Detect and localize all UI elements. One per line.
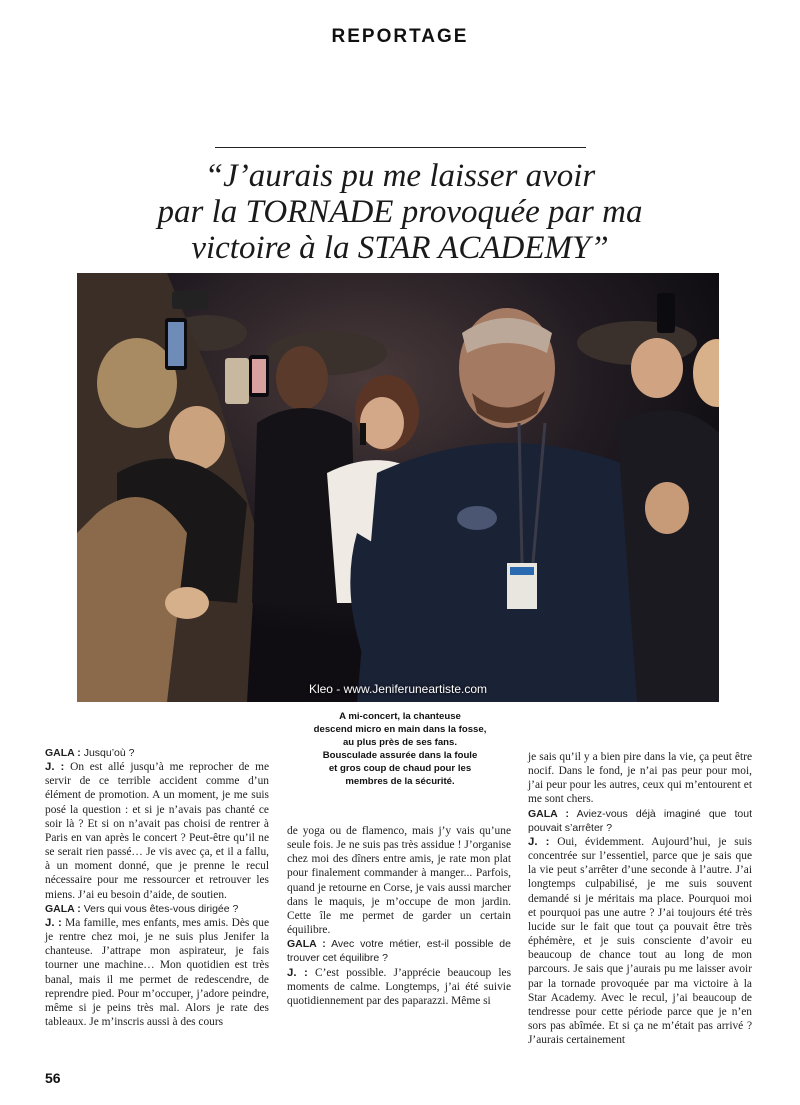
interview-answer [45, 760, 269, 902]
caption-line: Bousculade assurée dans la foule [322, 750, 478, 761]
interview-answer [287, 824, 511, 937]
answer-text: Ma famille, mes enfants, mes amis. Dès que je rentre chez moi, je ne suis plus Jenifer la chanteuse. J’attrape mon aspirateur, je fais tourner une machine… Mon quotidien est très banal, mais il me permet de redescendre, de reprendre pied. Pour m’occuper, j’adore peindre, même si je peins très mal. Alors je rate des tableaux. Je m’inscris aussi à des cours [45, 916, 270, 1028]
speaker-label: GALA : [528, 807, 570, 820]
question-text: Aviez-vous déjà imaginé que tout pouvait s’arrêter ? [528, 807, 752, 834]
speaker-label: J. : [45, 761, 65, 774]
speaker-label: J. : [45, 916, 62, 929]
caption-line: et gros coup de chaud pour les [328, 763, 472, 774]
page-number: 56 [45, 1070, 61, 1086]
section-title: REPORTAGE [331, 26, 469, 47]
interview-question [45, 746, 269, 760]
divider-rule [215, 147, 586, 148]
article-column-2 [287, 824, 511, 1008]
caption-line: A mi-concert, la chanteuse [339, 711, 461, 722]
photo-credit: Kleo - www.Jeniferuneartiste.com [308, 682, 488, 696]
question-text: Vers qui vous êtes-vous dirigée ? [80, 902, 239, 915]
caption-line: au plus près de ses fans. [342, 737, 458, 748]
answer-text: je sais qu’il y a bien pire dans la vie, ça peut être nocif. Dans le fond, je n’ai pas peur pour moi, j’ai peur pour les autres, ceux qui m’entourent et me sont chers. [528, 751, 752, 806]
interview-question [287, 937, 511, 965]
interview-answer [45, 916, 269, 1029]
interview-answer [287, 966, 511, 1008]
question-text: Avec votre métier, est-il possible de trouver cet équilibre ? [287, 938, 511, 965]
concert-photo [77, 273, 719, 702]
concert-photo-image [77, 273, 719, 702]
caption-line: descend micro en main dans la fosse, [313, 724, 487, 735]
article-column-3 [528, 750, 752, 1047]
pull-quote-line: par la TORNADE provoquée par ma [157, 194, 643, 230]
interview-answer [528, 835, 752, 1047]
article-column-1 [45, 746, 269, 1029]
speaker-label: GALA : [287, 938, 326, 951]
speaker-label: GALA : [45, 747, 81, 759]
pull-quote [100, 158, 700, 266]
question-text: Jusqu’où ? [80, 747, 135, 759]
answer-text: Oui, évidemment. Aujourd’hui, je suis concentrée sur l’essentiel, parce que je sais que la vie peut s’arrêter d’une seconde à l’autre. J’ai longtemps culpabilisé, je me suis souvent demandé si je méritais ma place. Pourquoi moi et pourquoi pas une autre ? J’ai toujours été très lucide sur le fait que tout ça pouvait être très éphémère, et je suis consciente d’avoir eu beaucoup de chance tout au long de mon parcours. Je sais que j’aurais pu me laisser avoir par la tornade provoquée par ma victoire à la Star Academy. Avec le recul, j’ai beaucoup de tendresse pour cette période parce que je n’en sors pas abîmée. Et si ça ne m’était pas arrivé ? J’aurais certainement [528, 835, 752, 1047]
pull-quote-line: “J’aurais pu me laisser avoir [204, 158, 596, 194]
answer-text: On est allé jusqu’à me reprocher de me servir de ce terrible accident comme d’un élément de promotion. A un moment, je me suis posé la question : et si je n’avais pas chanté ce soir là ? Et si on n’avait pas choisi de rentrer à Paris en van après le concert ? Peut-être qu’il ne se serait rien passé… Je vis avec ça, et il a fallu, à un moment donné, que je prenne le recul nécessaire pour me ressourcer et retrouver les miens. J’ai eu besoin d’aide, de soutien. [45, 761, 270, 901]
answer-text: de yoga ou de flamenco, mais j’y vais qu’une seule fois. Je ne suis pas très assidue ! J’organise chez moi des dîners entre amis, je rate mon plat pour finalement commander à manger... Parfois, quand je retourne en Corse, je vais aussi marcher dans le maquis, je m’occupe de mon jardin. Cette île me permet de garder un certain équilibre. [287, 825, 511, 937]
photo-caption [300, 710, 500, 788]
speaker-label: J. : [528, 835, 550, 848]
answer-text: C’est possible. J’apprécie beaucoup les moments de calme. Longtemps, j’ai été suivie quotidiennement par des paparazzi. Même si [287, 966, 511, 1007]
interview-question [528, 807, 752, 835]
speaker-label: GALA : [45, 902, 81, 915]
pull-quote-line: victoire à la STAR ACADEMY” [191, 230, 609, 266]
speaker-label: J. : [287, 966, 308, 979]
interview-answer [528, 750, 752, 807]
interview-question [45, 902, 269, 916]
caption-line: membres de la sécurité. [345, 776, 455, 787]
